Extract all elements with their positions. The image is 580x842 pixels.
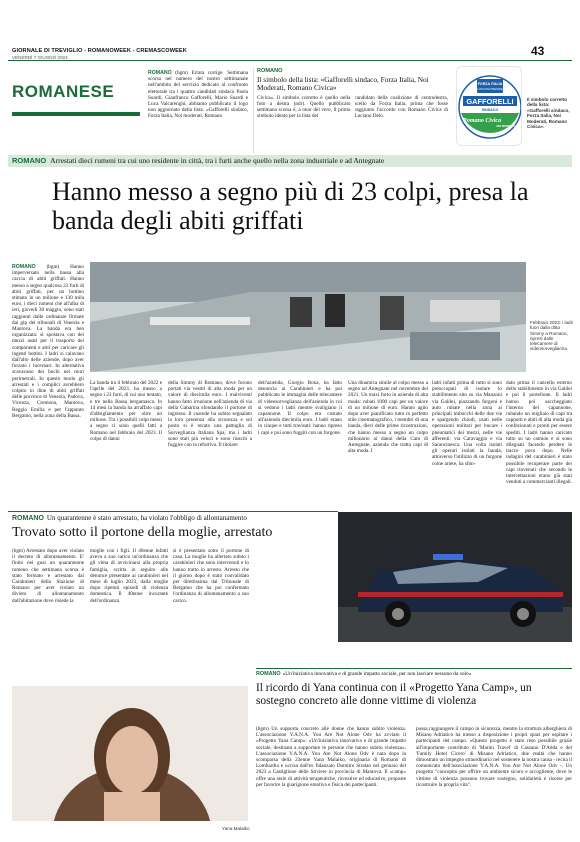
main-col-7: dato prima il cancello esterno dello stabilimento in via Galilei e poi il portellone. Il ladri hanno poi saccheggiato l'interno del capannone, rubando un migliaio di capi tra cappotti e abiti di alta moda già confezionati e pronti per essere spediti. I ladri hanno caricato tutto su un camion e si sono dileguati facendo perdere le tracce poco dopo. Nelle indagini del carabinieri è stato possibile recuperare parte dei capi rinvenuti che secondo le intercettazioni erano già stati venduti a commercianti illegali. (506, 380, 572, 486)
second-col-3: si è presentato sotto il portone di casa. La moglie ha allertato subito i carabinieri che sono intervenuti e lo hanno tratto in arresto. Arresto che il giorno dopo è stato convalidato per direttissima dal Tribunale di Bergamo che ha poi confermato l'ordinanza di allontanamento a suo carico. (173, 548, 249, 604)
second-headline: Trovato sotto il portone della moglie, arrestato (12, 525, 273, 540)
main-col-2: La banda tra il febbraio del 2022 e l'aprile del 2023, ha messo a segno i 23 furti, di cui uno tentato, e tre nella Bassa bergamasca. In 14 mesi la banda ha arraffato capi d'abbigliamento per oltre un milione. Tra i possibili colpi messi a segno ci sono quelli fatti a Romano nel febbraio del 2023. Il colpo di danni (90, 380, 162, 442)
gafforelli-logo-icon (457, 67, 522, 146)
second-kicker (12, 514, 247, 522)
main-headline: Hanno messo a segno più di 23 colpi, presa la banda degli abiti griffati (52, 177, 529, 235)
photo-caption: Febbraio 2023: i ladri fuori dalla ditta Simmy a Romano, ripresi dalle telecamere di videosorveglianza. (530, 320, 574, 352)
section-title: ROMANESE (12, 82, 115, 101)
main-kicker (12, 156, 384, 165)
second-kicker-place: ROMANO (12, 515, 44, 522)
list-col-2: candidato della coalizione di centrodestra, scelto da Forza Italia, prima che fosse raggiunto l'accordo con Romano Civica di Luciano Delo. (354, 94, 448, 120)
party-logo (456, 66, 522, 146)
main-col-1 (12, 264, 84, 476)
publication-date: VENERDÌ 7 GIUGNO 2024 (12, 55, 68, 60)
logo-party-mid: BERLUSCONI PRESIDENTE (471, 87, 509, 91)
third-kicker-text: «Un'iniziativa innovativa e di grande impatto sociale, per non lasciare nessuno da solo» (282, 671, 472, 677)
logo-civica: Romano Civica (462, 118, 502, 124)
header-rule (8, 60, 572, 61)
second-kicker-text: Un quarantenne è stato arrestato, ha violato l'obbligo di allontanamento (46, 514, 247, 522)
third-col-2: possa raggiungere il campo in sicurezza, mentre la struttura alberghiera di Misano Adriatico ha messo a disposizione i propri spazi per ospitare i partecipanti del campo. «Questo progetto è stato reso possibile grazie all'importante contributo di 'Marini Travel' di Cassano D'Adda e del 'Family Hotel Cicero' di Misano Adriatico, due realtà che hanno dimostrato un impegno straordinario nel sostenere la nostra causa - recita il comunicato dell'associazione Y.A.N.A. You Are Not Alone Odv -. Un progetto "concepito per offrire un ambiente sicuro e accogliente, dove le vittime di violenza possono trovare sostegno, solidarietà e risorse per ricostruire la propria vita". (416, 726, 572, 788)
main-col-3: della Simmy di Romano, dove furono portati via vestiti di alta moda per un valore di diecimila euro. I malviventi hanno fatto irruzione nell'azienda di via della Gabarina sfondando il portone di ingresso. Il custode ha subito segnalato la loro presenza alla sicurezza e sul posto si è recata una pattuglia di Sorveglianza Italiana Spa, ma i ladri sono stati più veloci e sono riusciti a fuggire con la refurtiva. Il titolare (168, 380, 252, 449)
main-photo (90, 262, 526, 372)
third-col-1: (bgm) Un supporto concreto alle donne che hanno subito violenza. L'associazione Y.A.N.A. You Are Not Alone Odv ha avviato il «Progetto Yana Camp»: «Un'iniziativa innovativa e di grande impatto sociale, destinata a supportare le persone che hanno subito violenza». L'associazione Y.A.N.A. You Are Not Alone Odv è nata dopo la scomparsa della 23enne Yana Malaiko, originaria di Romano di Lombardia e uccisa dall'ex fidanzato Dumitru Stratan nel gennaio del 2023 a Castiglione delle Stiviere in provincia di Mantova. Il «camp» offre una serie di attività terapeutiche, ricreative ed educative, proposte per favorire la guarigione emotiva e fisica dei partecipanti. (256, 726, 406, 788)
police-car-icon (338, 512, 572, 642)
carabinieri-photo (338, 512, 572, 642)
section-bar (12, 112, 140, 116)
second-col-2: moglie con i figli. Il 40enne infatti aveva a suo carico un'ordinanza che gli vieta di avvicinarsi alla propria famiglia, scritta in seguito alle denunce presentate ai carabinieri nel mese di luglio 2023, dalla moglie dopo ripetuti episodi di violenza domestica. Il 40enne incurante dell'ordinanza (90, 548, 168, 604)
second-col-1: (bgm) Arrestato dopo aver violato il decreto di allontanamento. E' finito nei guai un quarantenne romeno che settimana scorsa è stato fermato e arrestato dai Carabinieri della Stazione di Romano per aver violato un divieto di allontanamento dall'abitazione dove risiede la (12, 548, 84, 604)
logo-party-top: FORZA ITALIA (477, 82, 503, 86)
logo-role: SINDACO (481, 108, 499, 112)
list-kicker: ROMANO (257, 68, 283, 74)
second-col-4 (254, 548, 332, 674)
list-col-1: Civica». Il simbolo corretto è quello nella foto a destra (ndr). Quello pubblicato settimana scorsa è, a onor del vero, il primo simbolo ideato per la lista del (257, 94, 351, 120)
page-number: 43 (531, 44, 545, 58)
list-title: Il simbolo della lista: «Gafforelli sindaco, Forza Italia, Noi Moderati, Romano Civica» (257, 75, 429, 93)
main-kicker-text: Arrestati dieci rumeni tra cui uno residente in città, tra i furti anche quello nella zona industriale e ad Antegnate (50, 156, 385, 165)
third-kicker-place: ROMANO (256, 671, 281, 677)
second-rule (8, 511, 338, 512)
publication-name: GIORNALE DI TREVIGLIO - ROMANOWEEK - CREMASCOWEEK (12, 48, 187, 54)
brief-kicker: ROMANO (148, 70, 172, 76)
third-rule (256, 668, 572, 669)
logo-name: GAFFORELLI (466, 97, 514, 106)
main-col-4: dell'azienda, Giorgio Bona, ha fatto denuncia ai Carabinieri e ha poi pubblicato le immagini delle telecamere di videosorveglianza dell'azienda in cui si vedono i ladri mentre svaligiano il capannone. Il colpo era costato all'azienda diecimila euro. I ladri erano in cinque e tutti travisati: hanno ripreso i capi e poi sono fuggiti con un furgone. (258, 380, 342, 436)
main-col-6: ladri infatti prima di tutto si sono preoccupati di isolare lo stabilimento sito su via Manzoni via Galilei, piazzando furgoni e auto rubate nella zona ai principali imbocchi delle due vie e spargendo chiodi, usati nelle operazioni militari per bucare i pneumatici dei mezzi, nelle vie afferenti: via Caravaggio e via Sarancinesca. Una volta isolati gli operari isolati la banda, attraverso l'utilizzo di un furgone come ariete, ha sfon- (432, 380, 502, 467)
brief-text (148, 70, 248, 148)
yana-caption: Yana Malaiko (222, 826, 250, 831)
list-story (253, 68, 448, 153)
main-col-1-text: (bgm) Hanno imperversato nella bassa alla caccia di abiti griffati. Hanno messo a segno qualcosa 23 furti di abiti griffati, per un bottino stimato in un milione e 130 mila euro, i dieci rumeni che all'alba di ieri, giovedì 30 maggio, sono stati raggiunti dalle ordinanze firmate dai gip dei tribunali di Venezia e Mantova. La banda era ben organizzata: si spostava con dei mezzi usati per il trasporto dei componenti e altri per caricare gli ingenti bottini. I ladri si calavano dall'alto delle aziende, dopo aver forzato i lucernari. In alternativa scavavano dei buchi nei muri perimetrali. In questo modo gli arrestati e i complici avrebbero colpito in dine di abiti griffati delle province di Venezia, Padova, Vicenza, Cremona, Mantova, Reggio Emilia e per l'appunto Bergamo, nella zona della Bassa. (12, 264, 84, 419)
yana-photo (12, 686, 248, 821)
logo-noi: NOI MODERATI (496, 125, 516, 128)
main-col-5: Una dinamica simile al colpo messo a segno ad Antegnate nel novembre del 2021. Un maxi furto in azienda di alta moda: rubati 1000 capi per un valore di un milione di euro. Hanno agito dopo aver pianificato tutto in perfetto stile cinematografico, i membri di una banda, dieci delle prime ricostruzioni, che hanno messo a segno un colpo milionario ai danni della Cam di Antegnate, azienda che tratta capi di alta moda. I (348, 380, 428, 455)
main-lead-kicker: ROMANO (12, 264, 36, 270)
brief-body: (bgm) Errata corrige. Settimana scorsa nel numero del nostro settimanale nell'ambito del servizio dedicato al confronto elettorale tra i quattro candidati sindaco Paola Suardi, Gianfranco Gafforelli, Mario Suardi e Luca Valcarenghi, abbiamo pubblicato il logo non aggiornato della lista: «Gafforelli sindaco, Forza Italia, Noi moderati, Romano (148, 70, 248, 120)
logo-caption: Il simbolo corretto della lista: «Gafforelli sindaco, Forza Italia, Noi Moderati, Romano Civica». (527, 97, 570, 130)
main-kicker-place: ROMANO (12, 156, 47, 165)
third-kicker (256, 671, 572, 677)
third-headline: Il ricordo di Yana continua con il «Progetto Yana Camp», un sostegno concreto alle donne vittime di violenza (256, 682, 532, 708)
cctv-photo-icon (90, 262, 526, 372)
portrait-photo-icon (12, 686, 248, 821)
